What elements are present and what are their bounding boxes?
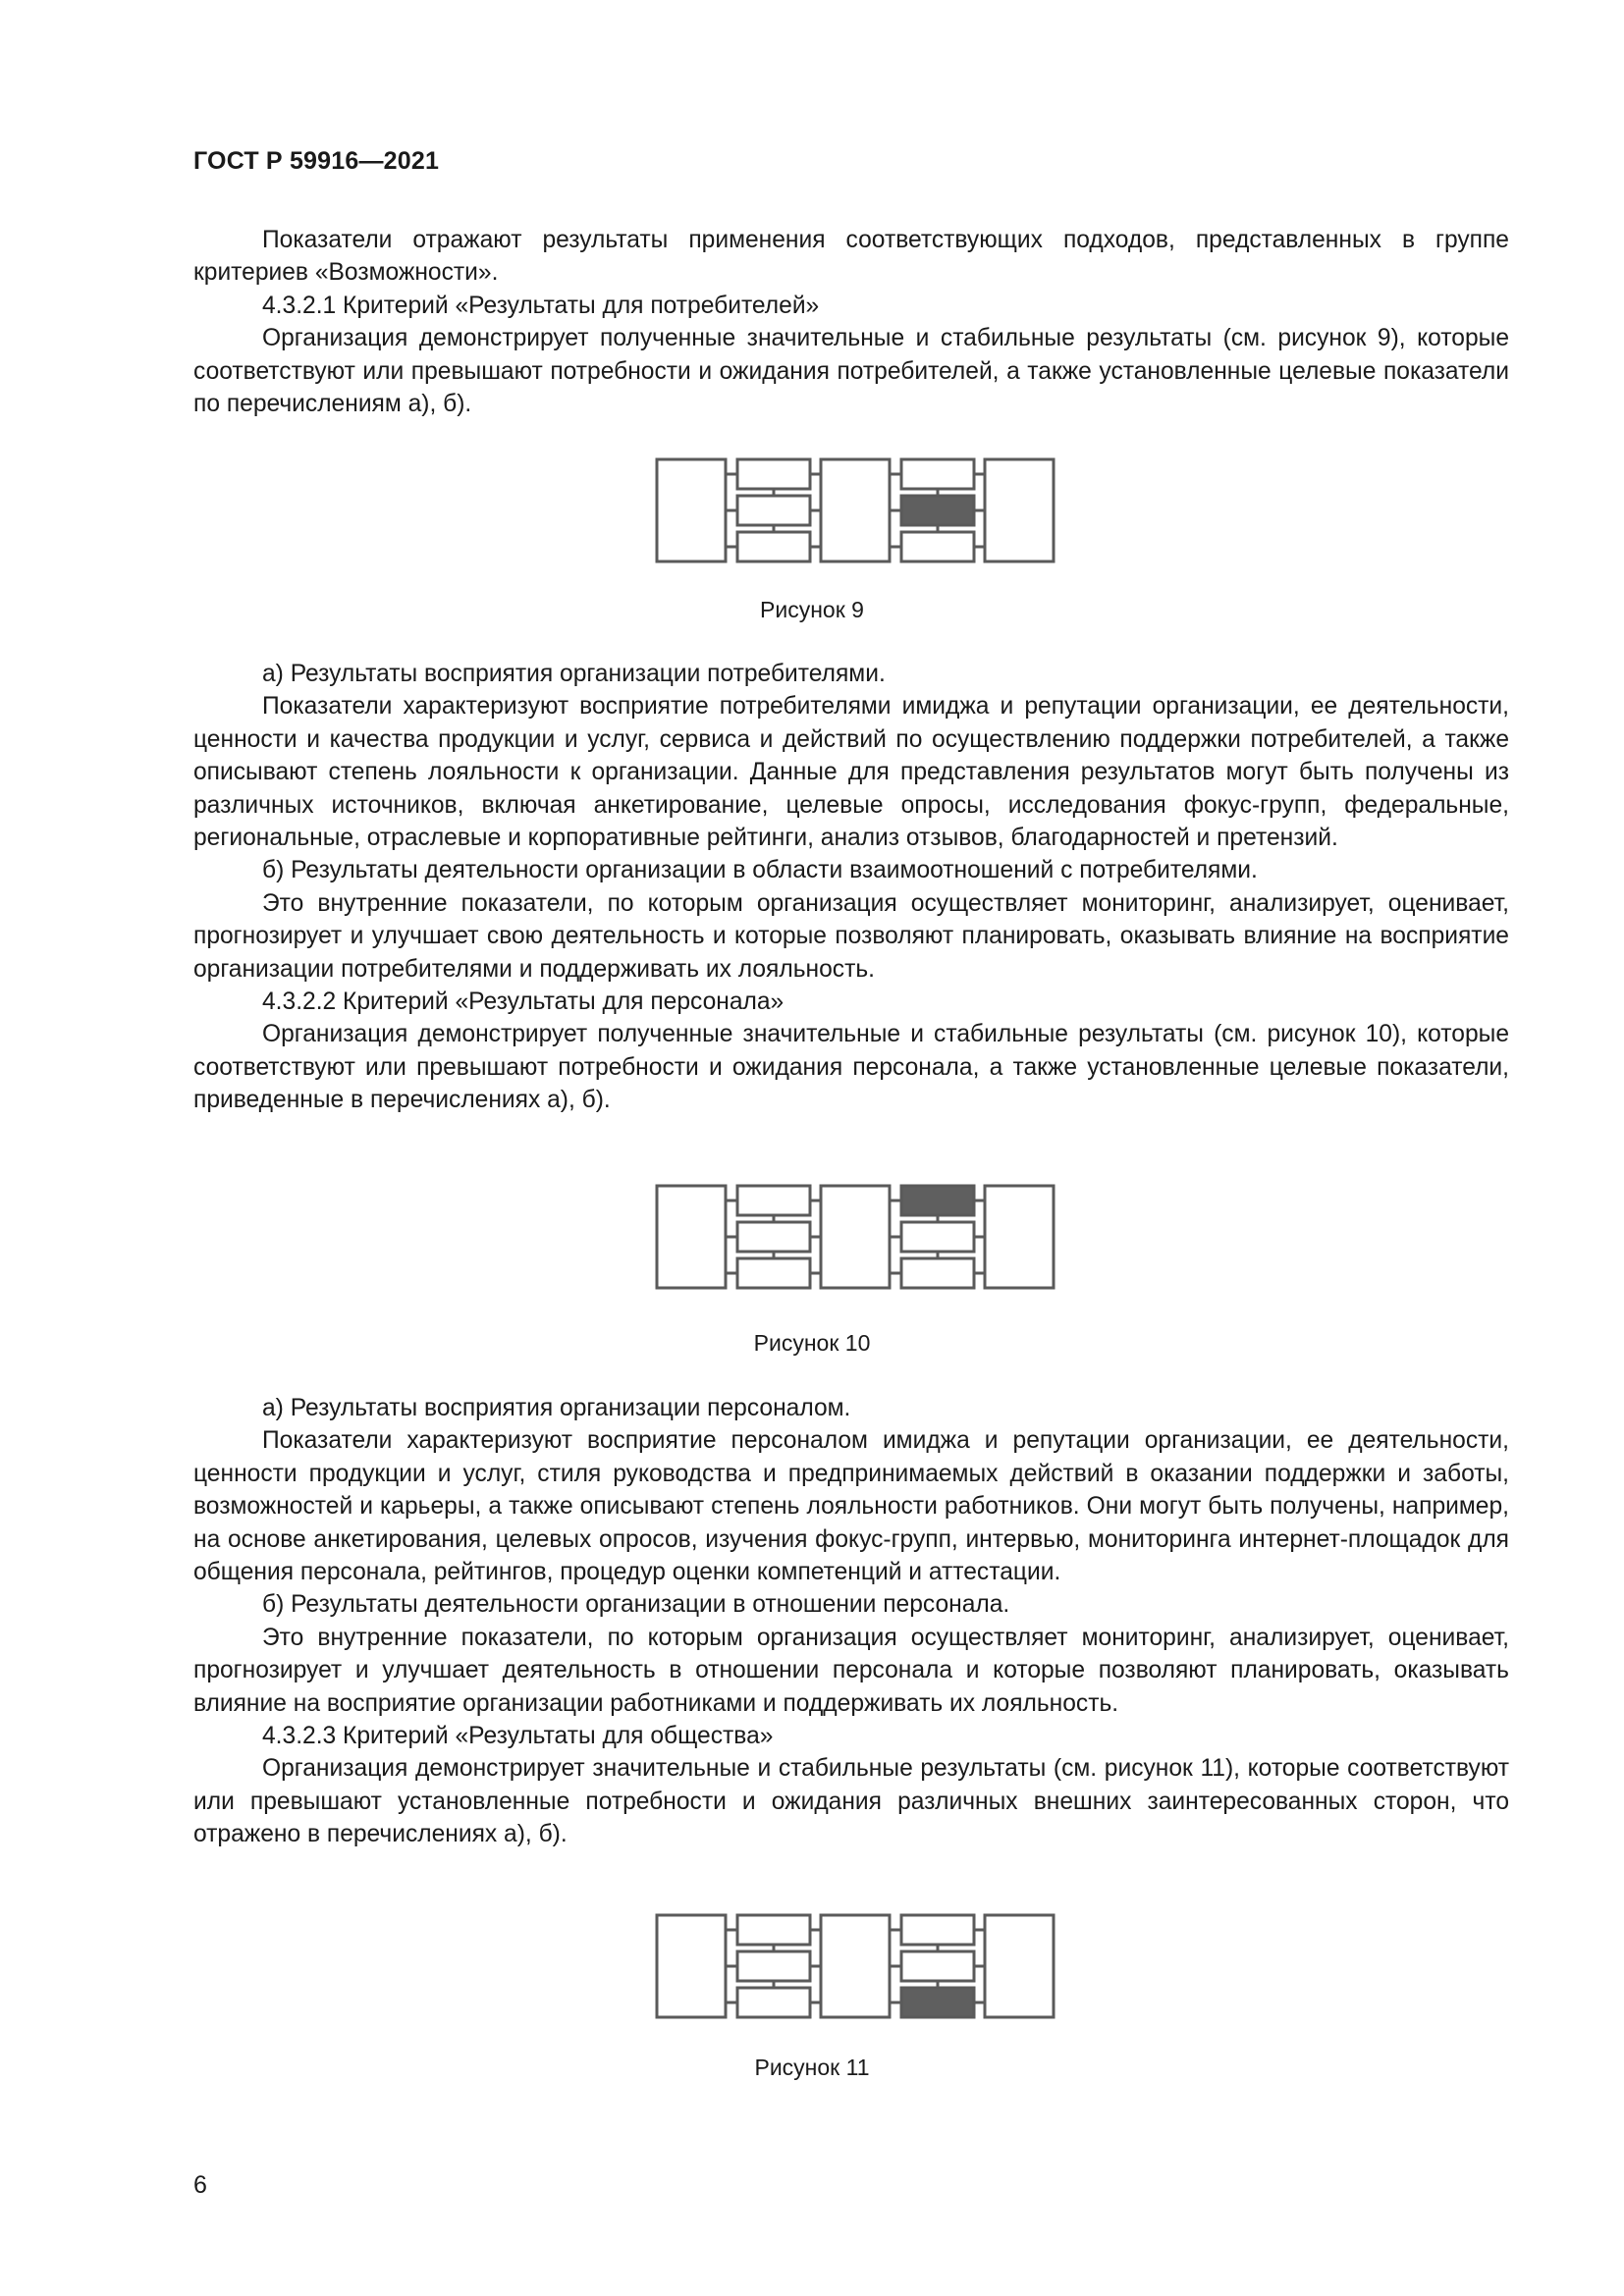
small-block-left-bottom xyxy=(737,532,810,561)
small-block-left-top xyxy=(737,459,810,489)
figure-10-diagram xyxy=(654,1183,1056,1291)
list-item-b: б) Результаты деятельности организации в области взаимоотношений с потребителями. xyxy=(262,857,1258,884)
list-item-a: а) Результаты восприятия организации персоналом. xyxy=(262,1395,851,1421)
section-heading: 4.3.2.2 Критерий «Результаты для персонала» xyxy=(262,988,785,1016)
figure-11-diagram xyxy=(654,1912,1056,2020)
figure-11-caption: Рисунок 11 xyxy=(754,2055,870,2080)
small-block-right-bottom xyxy=(901,532,974,561)
document-code-header: ГОСТ Р 59916—2021 xyxy=(193,147,440,175)
small-block-right-top-highlighted xyxy=(901,1186,974,1215)
list-item-b: б) Результаты деятельности организации в отношении персонала. xyxy=(262,1591,1010,1619)
paragraph: Показатели отражают результаты применения соответствующих подходов, представленных в группе критериев «Возможности». xyxy=(193,227,1509,287)
section-heading: 4.3.2.1 Критерий «Результаты для потребителей» xyxy=(262,292,820,319)
small-block-left-bottom xyxy=(737,1258,810,1288)
big-block-1 xyxy=(657,1186,726,1288)
big-block-1 xyxy=(657,459,726,561)
big-block-2 xyxy=(821,459,890,561)
small-block-left-middle xyxy=(737,496,810,525)
small-block-right-middle xyxy=(901,1951,974,1981)
big-block-1 xyxy=(657,1915,726,2017)
small-block-right-middle xyxy=(901,1222,974,1252)
big-block-2 xyxy=(821,1915,890,2017)
page-number: 6 xyxy=(193,2171,207,2199)
paragraph: Это внутренние показатели, по которым организация осуществляет мониторинг, анализирует, оценивает, прогнозирует и улучшает деятельность в отношении персонала и которые позволяют планировать, оказывать влияние на восприятие организации работниками и поддерживать их лояльность. xyxy=(193,1624,1509,1717)
text-block-3 xyxy=(193,1392,1509,1851)
paragraph: Показатели характеризуют восприятие потребителями имиджа и репутации организации, ее деятельности, ценности и качества продукции и услуг, сервиса и действий по осуществлению поддержки потребителей, а также описывают степень лояльности к организации. Данные для представления результатов могут быть получены из различных источников, включая анкетирование, целевые опросы, исследования фокус-групп, федеральные, региональные, отраслевые и корпоративные рейтинги, анализ отзывов, благодарностей и претензий. xyxy=(193,693,1509,852)
figure-9-diagram xyxy=(654,456,1056,564)
paragraph: Это внутренние показатели, по которым организация осуществляет мониторинг, анализирует, оценивает, прогнозирует и улучшает свою деятельность и которые позволяют планировать, оказывать влияние на восприятие организации потребителями и поддерживать их лояльность. xyxy=(193,889,1509,983)
big-block-3 xyxy=(985,1915,1054,2017)
figure-9-caption: Рисунок 9 xyxy=(760,597,864,622)
paragraph: Организация демонстрирует значительные и стабильные результаты (см. рисунок 11), которые соответствуют или превышают установленные потребности и ожидания различных внешних заинтересованных сторон, что отражено в перечислениях а), б). xyxy=(193,1755,1509,1848)
small-block-right-top xyxy=(901,1915,974,1945)
list-item-a: а) Результаты восприятия организации потребителями. xyxy=(262,661,886,687)
small-block-left-middle xyxy=(737,1951,810,1981)
small-block-left-top xyxy=(737,1915,810,1945)
text-block-1 xyxy=(193,224,1509,420)
text-block-2 xyxy=(193,658,1509,1117)
small-block-left-top xyxy=(737,1186,810,1215)
small-block-left-middle xyxy=(737,1222,810,1252)
small-block-right-bottom-highlighted xyxy=(901,1988,974,2017)
big-block-3 xyxy=(985,459,1054,561)
big-block-2 xyxy=(821,1186,890,1288)
paragraph: Организация демонстрирует полученные значительные и стабильные результаты (см. рисунок 9), которые соответствуют или превышают потребности и ожидания потребителей, а также установленные целевые показатели по перечислениям а), б). xyxy=(193,325,1509,418)
paragraph: Организация демонстрирует полученные значительные и стабильные результаты (см. рисунок 10), которые соответствуют или превышают потребности и ожидания персонала, а также установленные целевые показатели, приведенные в перечислениях а), б). xyxy=(193,1021,1509,1114)
small-block-right-bottom xyxy=(901,1258,974,1288)
section-heading: 4.3.2.3 Критерий «Результаты для общества» xyxy=(262,1723,774,1750)
small-block-right-top xyxy=(901,459,974,489)
big-block-3 xyxy=(985,1186,1054,1288)
small-block-right-middle-highlighted xyxy=(901,496,974,525)
small-block-left-bottom xyxy=(737,1988,810,2017)
figure-10-caption: Рисунок 10 xyxy=(753,1330,871,1356)
paragraph: Показатели характеризуют восприятие персоналом имиджа и репутации организации, ее деятельности, ценности продукции и услуг, стиля руководства и предпринимаемых действий в оказании поддержки и заботы, возможностей и карьеры, а также описывают степень лояльности работников. Они могут быть получены, например, на основе анкетирования, целевых опросов, изучения фокус-групп, интервью, мониторинга интернет-площадок для общения персонала, рейтингов, процедур оценки компетенций и аттестации. xyxy=(193,1427,1509,1586)
